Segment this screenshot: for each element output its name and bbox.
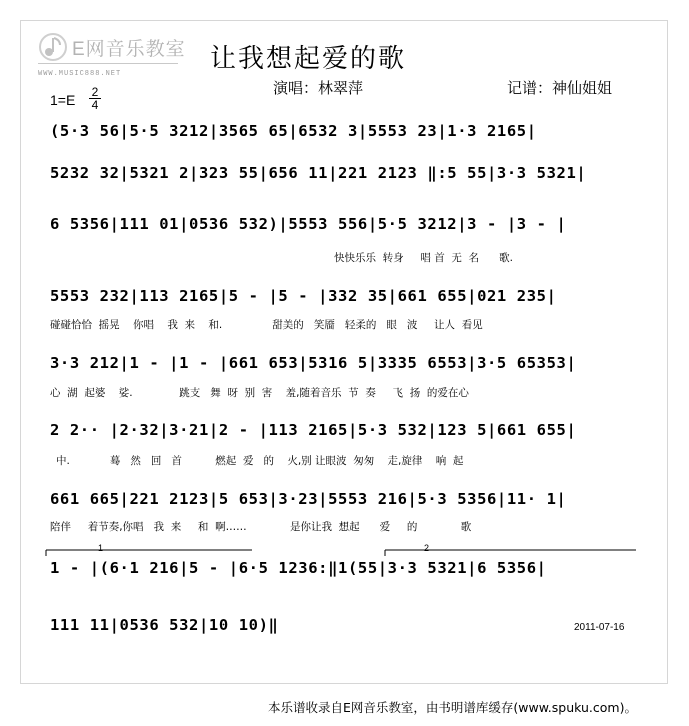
notation-line-4: 5553 232|113 2165|5 - |5 - |332 35|661 655|021 235| [50, 287, 557, 305]
lyrics-line-5: 心 湖 起婆 娑. 跳支 舞 呀 别 害 羞,随着音乐 节 奏 飞 扬 的爱在心 [50, 387, 469, 399]
notation-line-2: 5232 32|5321 2|323 55|656 11|221 2123 ‖:5 55|3·3 5321| [50, 164, 587, 182]
logo-site-name: E网音乐教室 [72, 39, 186, 60]
lyrics-line-6: 中. 蓦 然 回 首 燃起 爱 的 火,别 让眼波 匆匆 走,旋律 响 起 [56, 455, 464, 467]
music-note-logo-icon [38, 32, 68, 62]
singer-credit: 演唱：林翠萍 [273, 79, 364, 97]
notation-line-7: 661 665|221 2123|5 653|3·23|5553 216|5·3 5356|11· 1| [50, 490, 567, 508]
key-signature: 1=E [50, 92, 76, 108]
notation-line-5: 3·3 212|1 - |1 - |661 653|5316 5|3335 6553|3·5 65353| [50, 354, 577, 372]
logo-divider [38, 63, 178, 64]
time-signature [89, 86, 101, 111]
lyrics-line-4: 碰碰恰恰 摇晃 你唱 我 来 和. 甜美的 笑靥 轻柔的 眼 波 让人 看见 [50, 319, 483, 331]
notation-line-6: 2 2·· |2·32|3·21|2 - |113 2165|5·3 532|123 5|661 655| [50, 421, 577, 439]
meter-bottom: 4 [91, 98, 99, 112]
lyrics-line-7: 陪伴 着节奏,你唱 我 来 和 啊…… 是你让我 想起 爱 的 歌 [50, 521, 472, 533]
volta-2-number: 2 [424, 543, 430, 553]
score-sheet [20, 20, 668, 684]
site-logo [28, 30, 188, 86]
notation-line-1: (5·3 56|5·5 3212|3565 65|6532 3|5553 23|1·3 2165| [50, 122, 537, 140]
meter-top: 2 [91, 85, 99, 99]
song-title: 让我想起爱的歌 [210, 44, 407, 74]
volta-1-number: 1 [98, 543, 104, 553]
source-footer: 本乐谱收录自E网音乐教室，由书明谱库缓存(www.spuku.com)。 [268, 700, 637, 715]
transcriber-credit: 记谱：神仙姐姐 [507, 79, 613, 97]
notation-line-3: 6 5356|111 01|0536 532)|5553 556|5·5 3212|3 - |3 - | [50, 215, 567, 233]
notation-line-9: 111 11|0536 532|10 10)‖ [50, 616, 279, 634]
notation-line-8: 1 - |(6·1 216|5 - |6·5 1236:‖1(55|3·3 5321|6 5356| [50, 559, 547, 577]
transcription-date: 2011-07-16 [574, 622, 625, 633]
lyrics-line-3: 快快乐乐 转身 唱 首 无 名 歌. [334, 252, 513, 264]
logo-site-url: WWW.MUSIC888.NET [38, 70, 122, 78]
